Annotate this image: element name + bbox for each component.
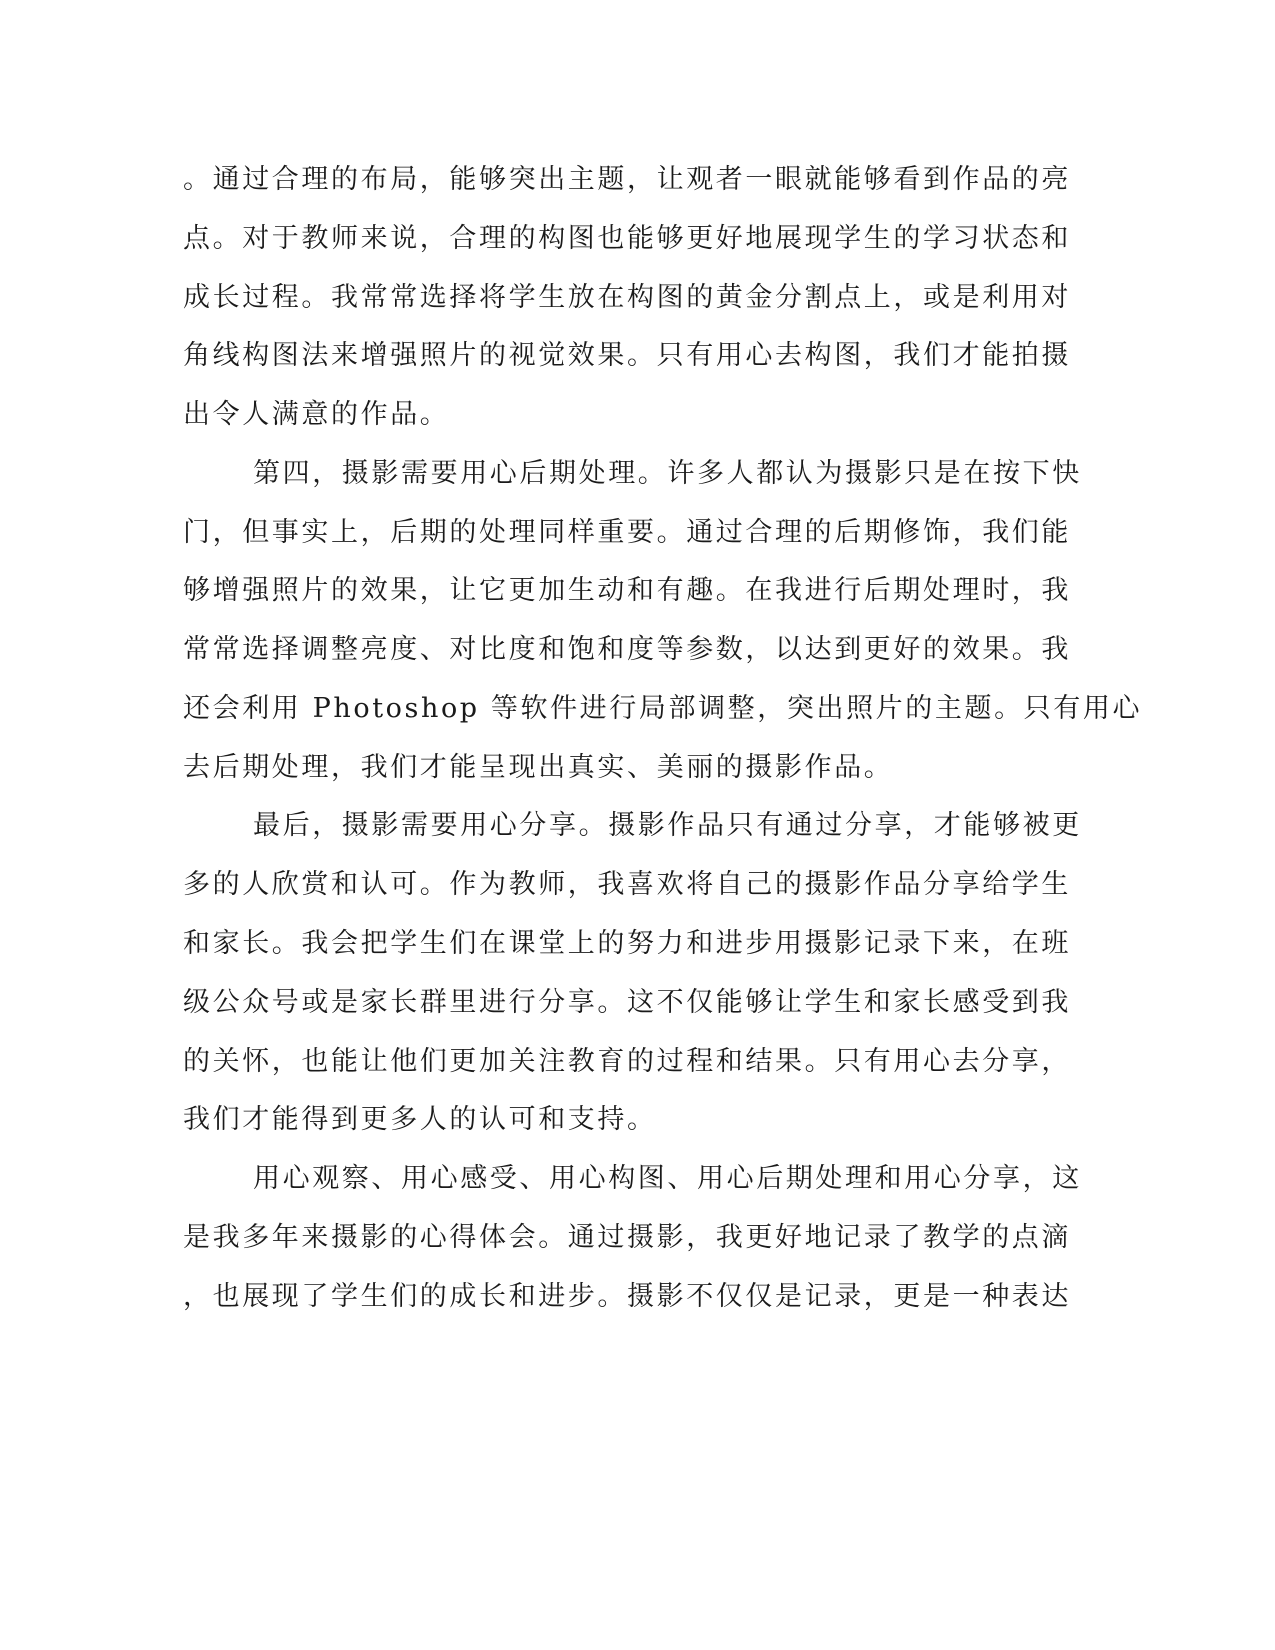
text-line: 成长过程。我常常选择将学生放在构图的黄金分割点上，或是利用对 [183, 282, 1071, 313]
paragraph-first-line: 第四，摄影需要用心后期处理。许多人都认为摄影只是在按下快 [253, 458, 1082, 489]
text-line: 常常选择调整亮度、对比度和饱和度等参数，以达到更好的效果。我 [183, 634, 1071, 665]
text-line: 角线构图法来增强照片的视觉效果。只有用心去构图，我们才能拍摄 [183, 340, 1071, 371]
text-line: 级公众号或是家长群里进行分享。这不仅能够让学生和家长感受到我 [183, 987, 1071, 1018]
text-line: 门，但事实上，后期的处理同样重要。通过合理的后期修饰，我们能 [183, 517, 1071, 548]
text-line: 是我多年来摄影的心得体会。通过摄影，我更好地记录了教学的点滴 [183, 1222, 1071, 1253]
text-line: 去后期处理，我们才能呈现出真实、美丽的摄影作品。 [183, 752, 894, 783]
text-line: 多的人欣赏和认可。作为教师，我喜欢将自己的摄影作品分享给学生 [183, 869, 1071, 900]
text-line: 点。对于教师来说，合理的构图也能够更好地展现学生的学习状态和 [183, 223, 1071, 254]
paragraph-first-line: 用心观察、用心感受、用心构图、用心后期处理和用心分享，这 [253, 1163, 1082, 1194]
text-line: 还会利用 Photoshop 等软件进行局部调整，突出照片的主题。只有用心 [183, 693, 1143, 724]
text-line: 出令人满意的作品。 [183, 399, 450, 430]
paragraph-first-line: 最后，摄影需要用心分享。摄影作品只有通过分享，才能够被更 [253, 810, 1082, 841]
text-line: 和家长。我会把学生们在课堂上的努力和进步用摄影记录下来，在班 [183, 928, 1071, 959]
text-line: ，也展现了学生们的成长和进步。摄影不仅仅是记录，更是一种表达 [183, 1281, 1071, 1312]
text-line: 够增强照片的效果，让它更加生动和有趣。在我进行后期处理时，我 [183, 575, 1071, 606]
text-line: 。通过合理的布局，能够突出主题，让观者一眼就能够看到作品的亮 [183, 164, 1071, 195]
text-line: 我们才能得到更多人的认可和支持。 [183, 1104, 657, 1135]
text-line: 的关怀，也能让他们更加关注教育的过程和结果。只有用心去分享， [183, 1046, 1071, 1077]
